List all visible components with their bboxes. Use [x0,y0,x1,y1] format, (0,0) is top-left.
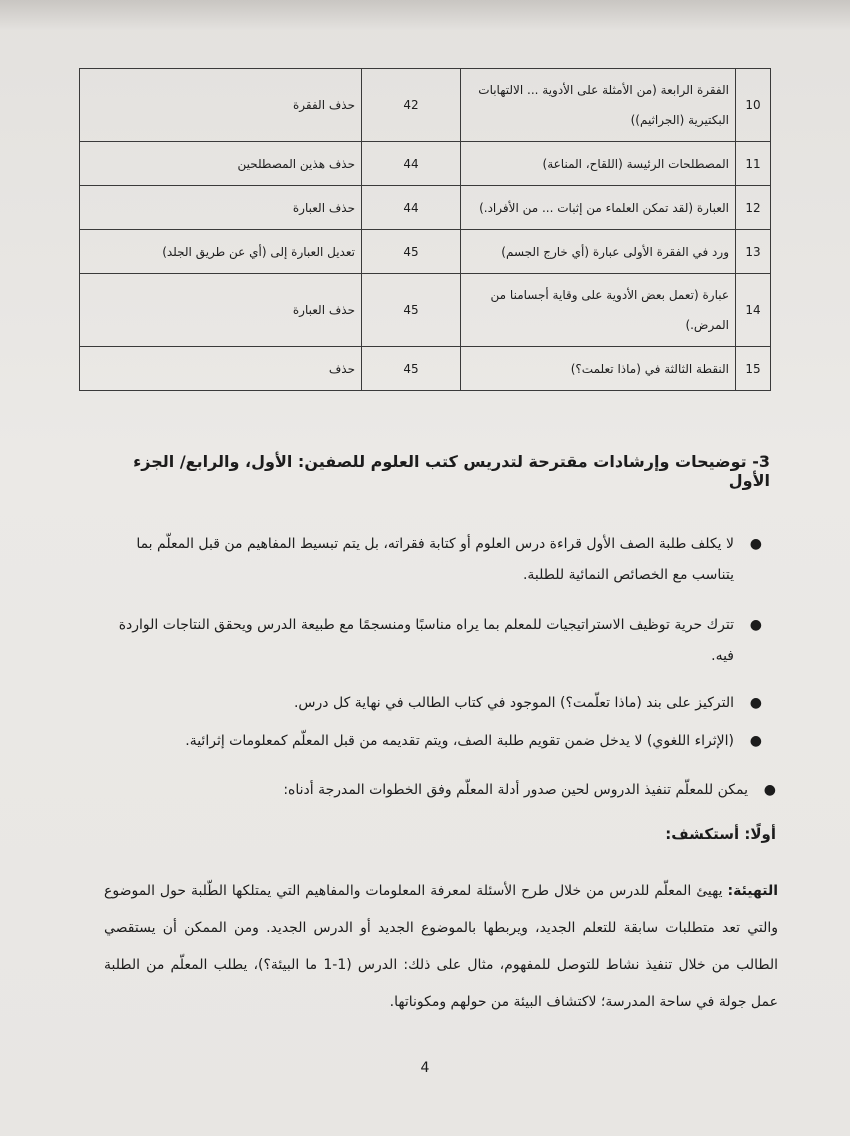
row-page: 44 [362,186,461,230]
row-text: النقطة الثالثة في (ماذا تعلمت؟) [461,347,736,391]
row-text: العبارة (لقد تمكن العلماء من إثبات ... من الأفراد.) [461,186,736,230]
row-text: ورد في الفقرة الأولى عبارة (أي خارج الجسم) [461,230,736,274]
bullet-dot-icon: ● [749,536,762,552]
bullet-dot-icon: ● [749,695,762,711]
bullet-item [104,610,762,672]
bullet-dot-icon: ● [763,782,776,798]
row-page: 45 [362,274,461,347]
row-page: 45 [362,230,461,274]
intro-text: يهيئ المعلّم للدرس من خلال طرح الأسئلة لمعرفة المعلومات والمفاهيم التي يمتلكها الطّلبة حول الموضوع والتي تعد متطلبات سابقة للتعلم الجديد، ويربطها بالموضوع الجديد أو الدرس الجديد. ومن الممكن أن يستقصي الطالب من خلال تنفيذ نشاط للتوصل للمفهوم، مثال على ذلك: الدرس (1-1 ما البيئة؟)، يطلب المعلّم من الطلبة عمل جولة في ساحة المدرسة؛ لاكتشاف البيئة من حولهم ومكوناتها. [104,883,779,1010]
row-page: 45 [362,347,461,391]
row-action: تعديل العبارة إلى (أي عن طريق الجلد) [80,230,362,274]
row-page: 42 [362,69,461,142]
bullet-text: التركيز على بند (ماذا تعلّمت؟) الموجود في كتاب الطالب في نهاية كل درس. [293,695,734,711]
table-row [80,142,771,186]
intro-paragraph [104,873,778,1021]
bullet-text: (الإثراء اللغوي) لا يدخل ضمن تقويم طلبة الصف، ويتم تقديمه من قبل المعلّم كمعلومات إثرائية. [185,733,734,749]
row-number: 15 [736,347,771,391]
subheading-explore: أولًا: أستكشف: [665,825,776,843]
row-number: 10 [736,69,771,142]
row-action: حذف العبارة [80,186,362,230]
table-row [80,230,771,274]
bullet-item [120,726,762,757]
row-page: 44 [362,142,461,186]
table-row [80,69,771,142]
row-number: 11 [736,142,771,186]
section-title: 3- توضيحات وإرشادات مقترحة لتدريس كتب العلوم للصفين: الأول، والرابع/ الجزء الأول [133,452,770,490]
row-number: 13 [736,230,771,274]
row-text: عبارة (تعمل بعض الأدوية على وقاية أجسامنا من المرض.) [461,274,736,347]
row-text: الفقرة الرابعة (من الأمثلة على الأدوية ... الالتهابات البكتيرية (الجراثيم)) [461,69,736,142]
bullet-text: لا يكلف طلبة الصف الأول قراءة درس العلوم أو كتابة فقراته، بل يتم تبسيط المفاهيم من قبل المعلّم بما يتناسب مع الخصائص النمائية للطلبة. [136,536,734,583]
table-row [80,347,771,391]
row-action: حذف العبارة [80,274,362,347]
row-number: 12 [736,186,771,230]
changes-table [79,68,771,391]
bullet-dot-icon: ● [749,617,762,633]
bullet-text: يمكن للمعلّم تنفيذ الدروس لحين صدور أدلة المعلّم وفق الخطوات المدرجة أدناه: [283,782,748,798]
row-number: 14 [736,274,771,347]
bullet-item [230,775,776,806]
row-action: حذف [80,347,362,391]
bullet-dot-icon: ● [749,733,762,749]
bullet-text: تترك حرية توظيف الاستراتيجيات للمعلم بما يراه مناسبًا ومنسجمًا مع طبيعة الدرس ويحقق النتاجات الواردة فيه. [118,617,734,664]
row-action: حذف الفقرة [80,69,362,142]
page-shadow [0,0,850,30]
page-number: 4 [420,1060,430,1076]
row-action: حذف هذين المصطلحين [80,142,362,186]
table-row [80,186,771,230]
intro-label: التهيئة: [727,883,779,899]
bullet-item [260,688,762,719]
table-row [80,274,771,347]
row-text: المصطلحات الرئيسة (اللقاح، المناعة) [461,142,736,186]
bullet-item [104,529,762,591]
